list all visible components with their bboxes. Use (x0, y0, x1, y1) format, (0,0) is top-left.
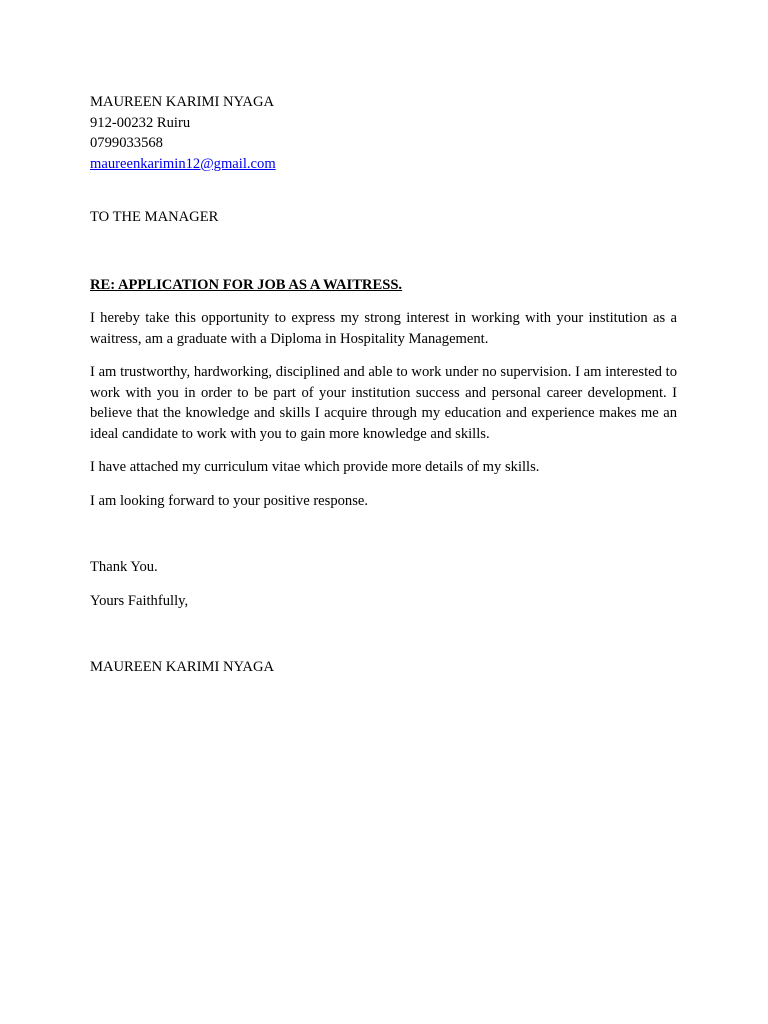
sender-block (90, 92, 677, 174)
recipient-line: TO THE MANAGER (90, 209, 219, 225)
sign-off-line: Yours Faithfully, (90, 592, 189, 609)
letter-body (90, 92, 677, 678)
sender-email-link[interactable]: maureenkarimin12@gmail.com (90, 155, 276, 172)
closing-line: Thank You. (90, 559, 158, 575)
sender-address: 912-00232 Ruiru (90, 114, 191, 131)
paragraph-attachment: I have attached my curriculum vitae which provide more details of my skills. (90, 459, 540, 475)
sender-phone: 0799033568 (90, 135, 163, 151)
paragraph-qualities: I am trustworthy, hardworking, disciplined and able to work under no supervision. I am interested to work with you in order to be part of your institution success and personal career development. I believe that the knowledge and skills I acquire through my education and experience makes me an ideal candidate to work with you to gain more knowledge and skills. (90, 364, 677, 442)
paragraph-intro: I hereby take this opportunity to express my strong interest in working with your institution as a waitress, am a graduate with a Diploma in Hospitality Management. (90, 310, 677, 347)
paragraph-response: I am looking forward to your positive response. (90, 492, 369, 509)
subject-line: RE: APPLICATION FOR JOB AS A WAITRESS. (90, 276, 403, 293)
signature-name: MAUREEN KARIMI NYAGA (90, 659, 275, 675)
sender-name: MAUREEN KARIMI NYAGA (90, 94, 275, 110)
